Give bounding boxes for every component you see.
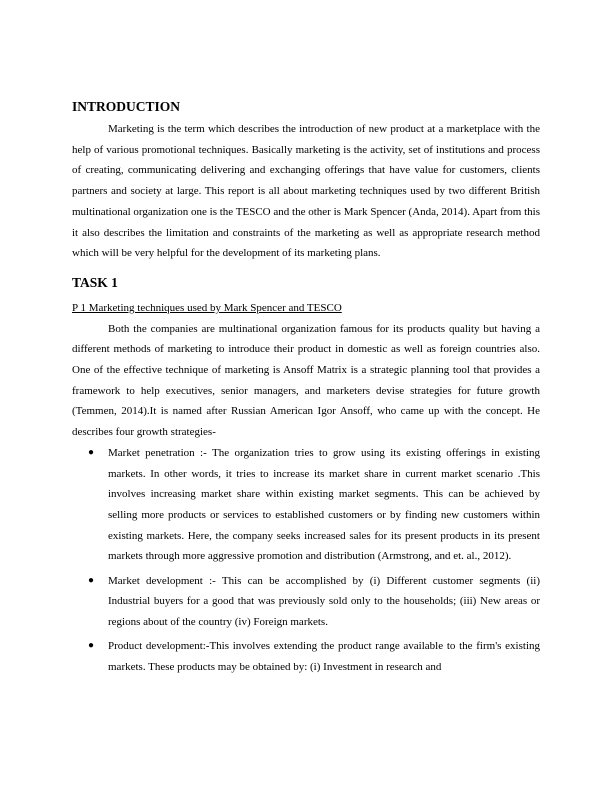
list-item-text: Market development :- This can be accomplished by (i) Different customer segments (ii) Industrial buyers for a good that was previously sold only to the households; (iii) New areas or regions about of the country (iv) Foreign markets. (108, 574, 540, 628)
list-item (88, 636, 540, 677)
introduction-paragraph: Marketing is the term which describes the introduction of new product at a marketplace with the help of various promotional techniques. Basically marketing is the activity, set of institutions and process of creating, communicating delivering and exchanging offerings that have value for customers, clients partners and society at large. This report is all about marketing techniques used by two different British multinational organization one is the TESCO and the other is Mark Spencer (Anda, 2014). Apart from this it also describes the limitation and constraints of the marketing as well as appropriate research method which will be very helpful for the development of its marketing plans. (72, 123, 540, 260)
bullet-icon: ● (88, 446, 95, 458)
task1-paragraph: Both the companies are multinational organization famous for its products quality but having a different methods of marketing to introduce their product in domestic as well as foreign countries also. One of the effective technique of marketing is Ansoff Matrix is a strategic planning tool that provides a framework to help executives, senior managers, and marketers devise strategies for future growth (Temmen, 2014).It is named after Russian American Igor Ansoff, who came up with the concept. He describes four growth strategies- (72, 322, 540, 439)
page-content (72, 99, 540, 681)
task1-heading: TASK 1 (72, 274, 118, 290)
list-item (88, 443, 540, 567)
bullet-icon: ● (88, 640, 95, 652)
list-item (88, 571, 540, 633)
introduction-heading: INTRODUCTION (72, 99, 181, 114)
growth-strategies-list (72, 443, 540, 678)
list-item-text: Product development:-This involves extending the product range available to the firm's existing markets. These products may be obtained by: (i) Investment in research and (108, 640, 540, 673)
list-item-text: Market penetration :- The organization tries to grow using its existing offerings in existing markets. In other words, it tries to increase its market share in current market scenario .This involves increasing market share within existing market segments. This can be achieved by selling more products or services to established customers or by finding new customers within existing markets. Here, the company seeks increased sales for its present products in its present markets through more aggressive promotion and distribution (Armstrong, and et. al., 2012). (108, 446, 540, 563)
bullet-icon: ● (88, 574, 95, 586)
task1-subheading: P 1 Marketing techniques used by Mark Spencer and TESCO (72, 301, 342, 314)
